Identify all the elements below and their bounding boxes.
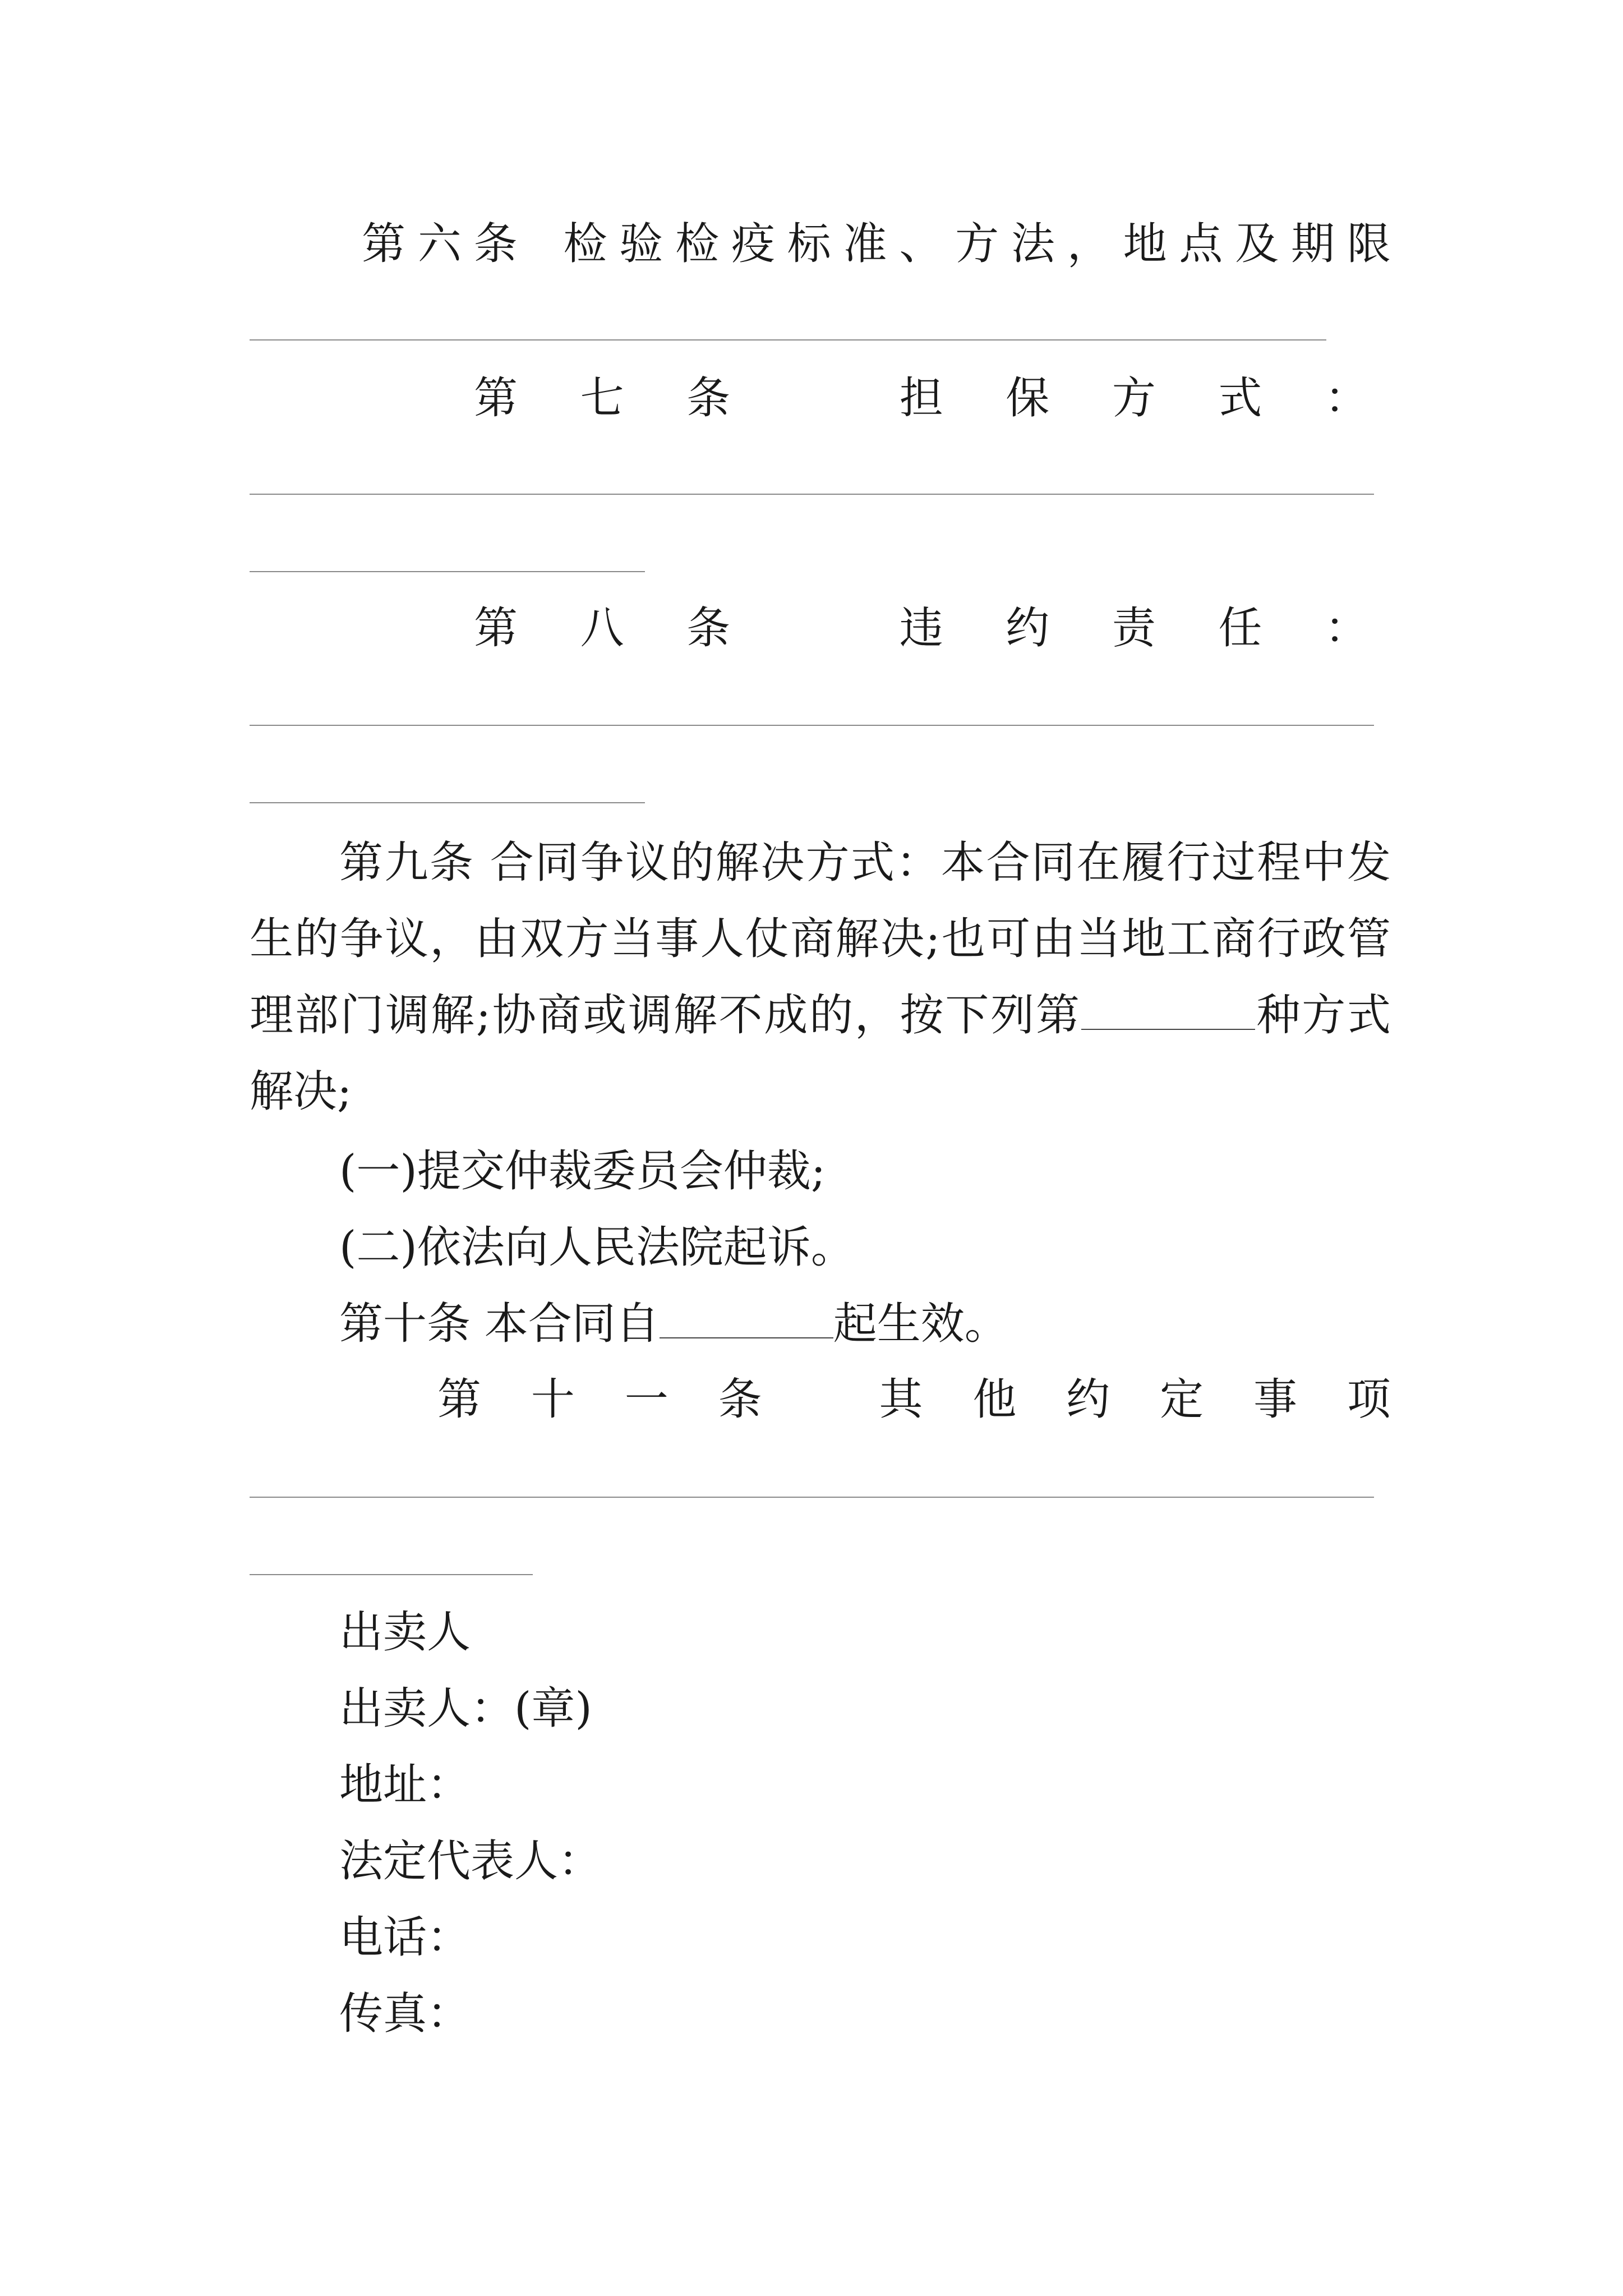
article-10 xyxy=(339,1296,1008,1352)
article-7-char: 保 xyxy=(1006,373,1050,424)
article-10-blank xyxy=(660,1298,833,1338)
article-10-text-end: 起生效。 xyxy=(833,1299,1008,1349)
article-8-char: 条 xyxy=(686,603,731,654)
article-6-char: 及 xyxy=(1235,219,1279,269)
article-11-char: 事 xyxy=(1253,1374,1298,1425)
article-11-char: 他 xyxy=(972,1374,1017,1425)
option-arbitration: (一)提交仲裁委员会仲裁; xyxy=(339,1146,826,1197)
article-7-heading xyxy=(474,370,1368,426)
article-9-text-end: 种方式解决; xyxy=(250,990,1391,1117)
article-6-char: 期 xyxy=(1291,219,1335,269)
seller-fax-field: 传真： xyxy=(339,1989,471,2039)
article-8-fill-line xyxy=(250,802,645,803)
article-7-fill-line xyxy=(250,571,645,572)
article-7-char: 方 xyxy=(1112,373,1156,424)
article-11-char: 项 xyxy=(1347,1374,1391,1425)
article-7-fill-line xyxy=(250,494,1374,495)
article-8-char: 违 xyxy=(899,603,943,654)
article-11-char: 条 xyxy=(718,1374,762,1425)
article-7-char: ： xyxy=(1324,373,1368,424)
article-6-heading xyxy=(362,216,1391,272)
article-8-char: 八 xyxy=(580,603,624,654)
article-6-char: 验 xyxy=(619,219,663,269)
article-10-text: 第十条 本合同自 xyxy=(339,1299,660,1349)
article-8-char: ： xyxy=(1324,603,1368,654)
article-9-text: 第九条 合同争议的解决方式：本合同在履行过程中发生的争议，由双方当事人仗商解决;也可由当地工商行政管理部门调解;协商或调解不成的，按下列第 xyxy=(250,838,1391,1041)
seller-address-field: 地址： xyxy=(339,1760,471,1810)
article-11-fill-line xyxy=(250,1574,533,1575)
seller-phone-field: 电话： xyxy=(339,1912,471,1963)
article-6-fill-line xyxy=(250,339,1326,341)
seller-heading: 出卖人 xyxy=(339,1607,471,1658)
article-11-char: 约 xyxy=(1066,1374,1110,1425)
article-6-char: 法 xyxy=(1011,219,1055,269)
article-11-heading xyxy=(437,1372,1391,1428)
article-7-char: 第 xyxy=(474,373,518,424)
article-8-fill-line xyxy=(250,725,1374,726)
article-11-char: 定 xyxy=(1160,1374,1204,1425)
article-8-char: 任 xyxy=(1218,603,1262,654)
article-6-char: 检 xyxy=(675,219,720,269)
article-7-char: 七 xyxy=(580,373,624,424)
article-7-char: 条 xyxy=(686,373,731,424)
article-8-char: 第 xyxy=(474,603,518,654)
article-9-paragraph xyxy=(250,825,1391,1130)
article-6-char: 标 xyxy=(787,219,831,269)
article-11-char: 其 xyxy=(879,1374,923,1425)
article-7-char: 担 xyxy=(899,373,943,424)
article-6-char: 点 xyxy=(1179,219,1223,269)
article-6-char: 方 xyxy=(955,219,999,269)
article-11-char: 第 xyxy=(437,1374,482,1425)
article-6-char: 第 xyxy=(362,219,406,269)
article-7-char: 式 xyxy=(1218,373,1262,424)
article-11-char: 一 xyxy=(624,1374,668,1425)
article-6-char: ， xyxy=(1067,219,1111,269)
article-6-char: 准 xyxy=(843,219,887,269)
seller-seal-field: 出卖人：(章) xyxy=(339,1683,592,1734)
article-8-char: 约 xyxy=(1006,603,1050,654)
article-6-char: 地 xyxy=(1123,219,1167,269)
article-6-char: 、 xyxy=(899,219,943,269)
article-11-char: 十 xyxy=(531,1374,575,1425)
article-6-char: 限 xyxy=(1347,219,1391,269)
article-8-heading xyxy=(474,600,1368,656)
seller-legal-rep-field: 法定代表人： xyxy=(339,1836,602,1887)
article-6-char: 疫 xyxy=(731,219,775,269)
article-9-blank xyxy=(1081,990,1255,1030)
article-11-fill-line xyxy=(250,1497,1374,1498)
article-6-char: 条 xyxy=(473,219,518,269)
article-8-char: 责 xyxy=(1112,603,1156,654)
option-litigation: (二)依法向人民法院起诉。 xyxy=(339,1222,855,1273)
article-6-char: 检 xyxy=(563,219,607,269)
article-6-char: 六 xyxy=(417,219,462,269)
